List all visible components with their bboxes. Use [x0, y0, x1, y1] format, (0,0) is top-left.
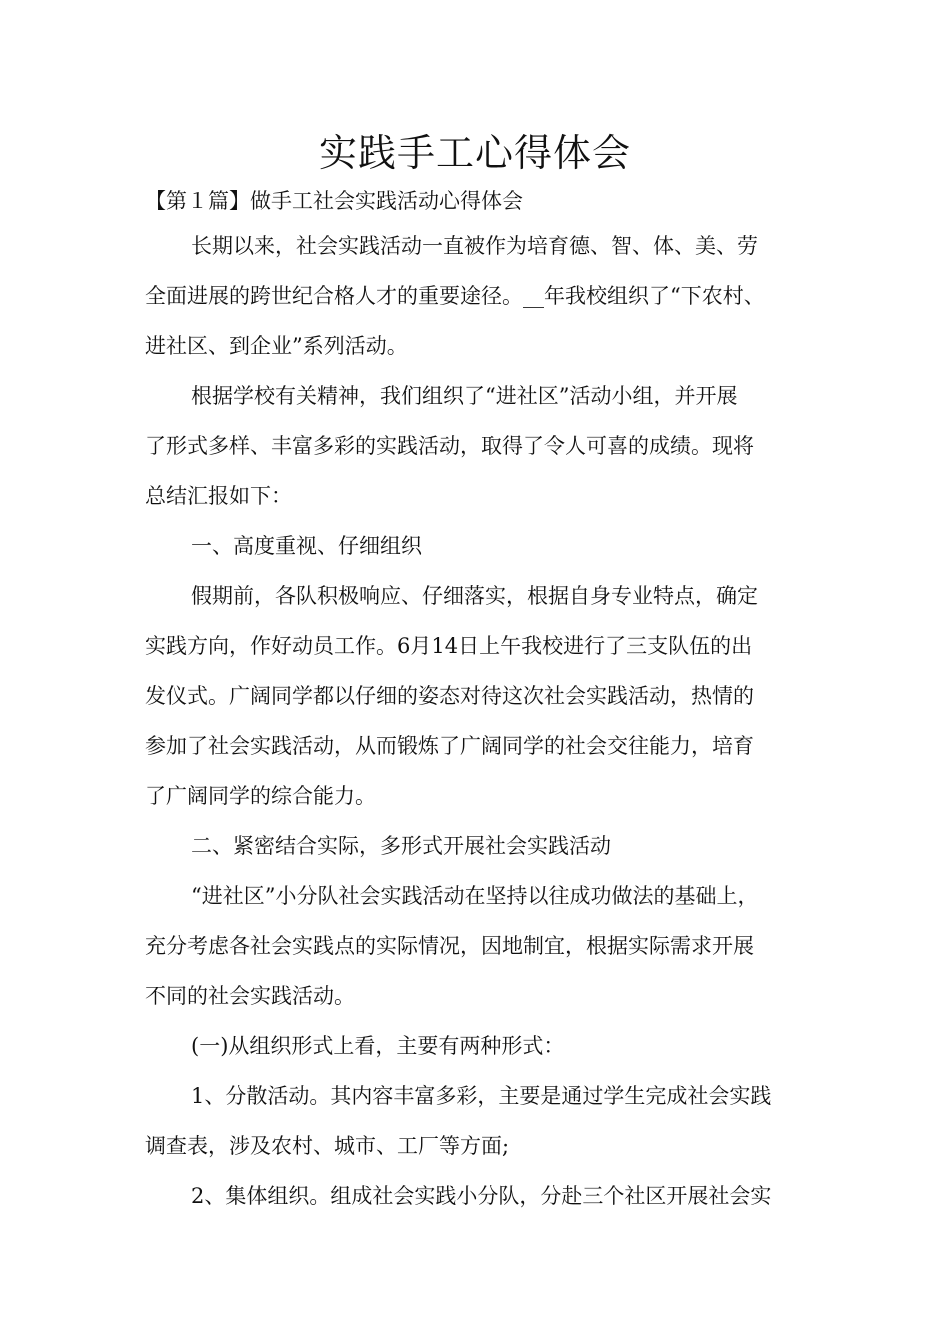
- text-line: 总结汇报如下：: [145, 484, 292, 508]
- document-body: [145, 181, 825, 1221]
- text-line: 调查表，涉及农村、城市、工厂等方面;: [145, 1134, 510, 1158]
- text-line: 长期以来，社会实践活动一直被作为培育德、智、体、美、劳: [191, 234, 758, 258]
- text-line: 参加了社会实践活动，从而锻炼了广阔同学的社会交往能力，培育: [145, 734, 754, 758]
- text-line: 发仪式。广阔同学都以仔细的姿态对待这次社会实践活动，热情的: [145, 684, 754, 708]
- text-line: “进社区”小分队社会实践活动在坚持以往成功做法的基础上，: [191, 884, 759, 908]
- paragraph-lines: [145, 221, 825, 1221]
- text-line: 假期前，各队积极响应、仔细落实，根据自身专业特点，确定: [191, 584, 758, 608]
- text-line: 了形式多样、丰富多彩的实践活动，取得了令人可喜的成绩。现将: [145, 434, 754, 458]
- text-line: 二、紧密结合实际，多形式开展社会实践活动: [191, 834, 611, 858]
- text-line: 充分考虑各社会实践点的实际情况，因地制宜，根据实际需求开展: [145, 934, 754, 958]
- text-line: 了广阔同学的综合能力。: [145, 784, 376, 808]
- text-line: 根据学校有关精神，我们组织了“进社区”活动小组，并开展: [191, 384, 738, 408]
- text-line: 一、高度重视、仔细组织: [191, 534, 422, 558]
- text-line: (一)从组织形式上看，主要有两种形式：: [191, 1034, 565, 1058]
- section-heading: 【第１篇】做手工社会实践活动心得体会: [145, 189, 523, 213]
- text-line: 全面进展的跨世纪合格人才的重要途径。__年我校组织了“下农村、: [145, 284, 765, 308]
- text-line: 实践方向，作好动员工作。6月14日上午我校进行了三支队伍的出: [145, 634, 753, 658]
- text-line: 2、集体组织。组成社会实践小分队，分赴三个社区开展社会实: [191, 1184, 772, 1208]
- text-line: 进社区、到企业”系列活动。: [145, 334, 408, 358]
- text-line: 1、分散活动。其内容丰富多彩，主要是通过学生完成社会实践: [191, 1084, 772, 1108]
- document-title: 实践手工心得体会: [318, 131, 631, 175]
- text-line: 不同的社会实践活动。: [145, 984, 355, 1008]
